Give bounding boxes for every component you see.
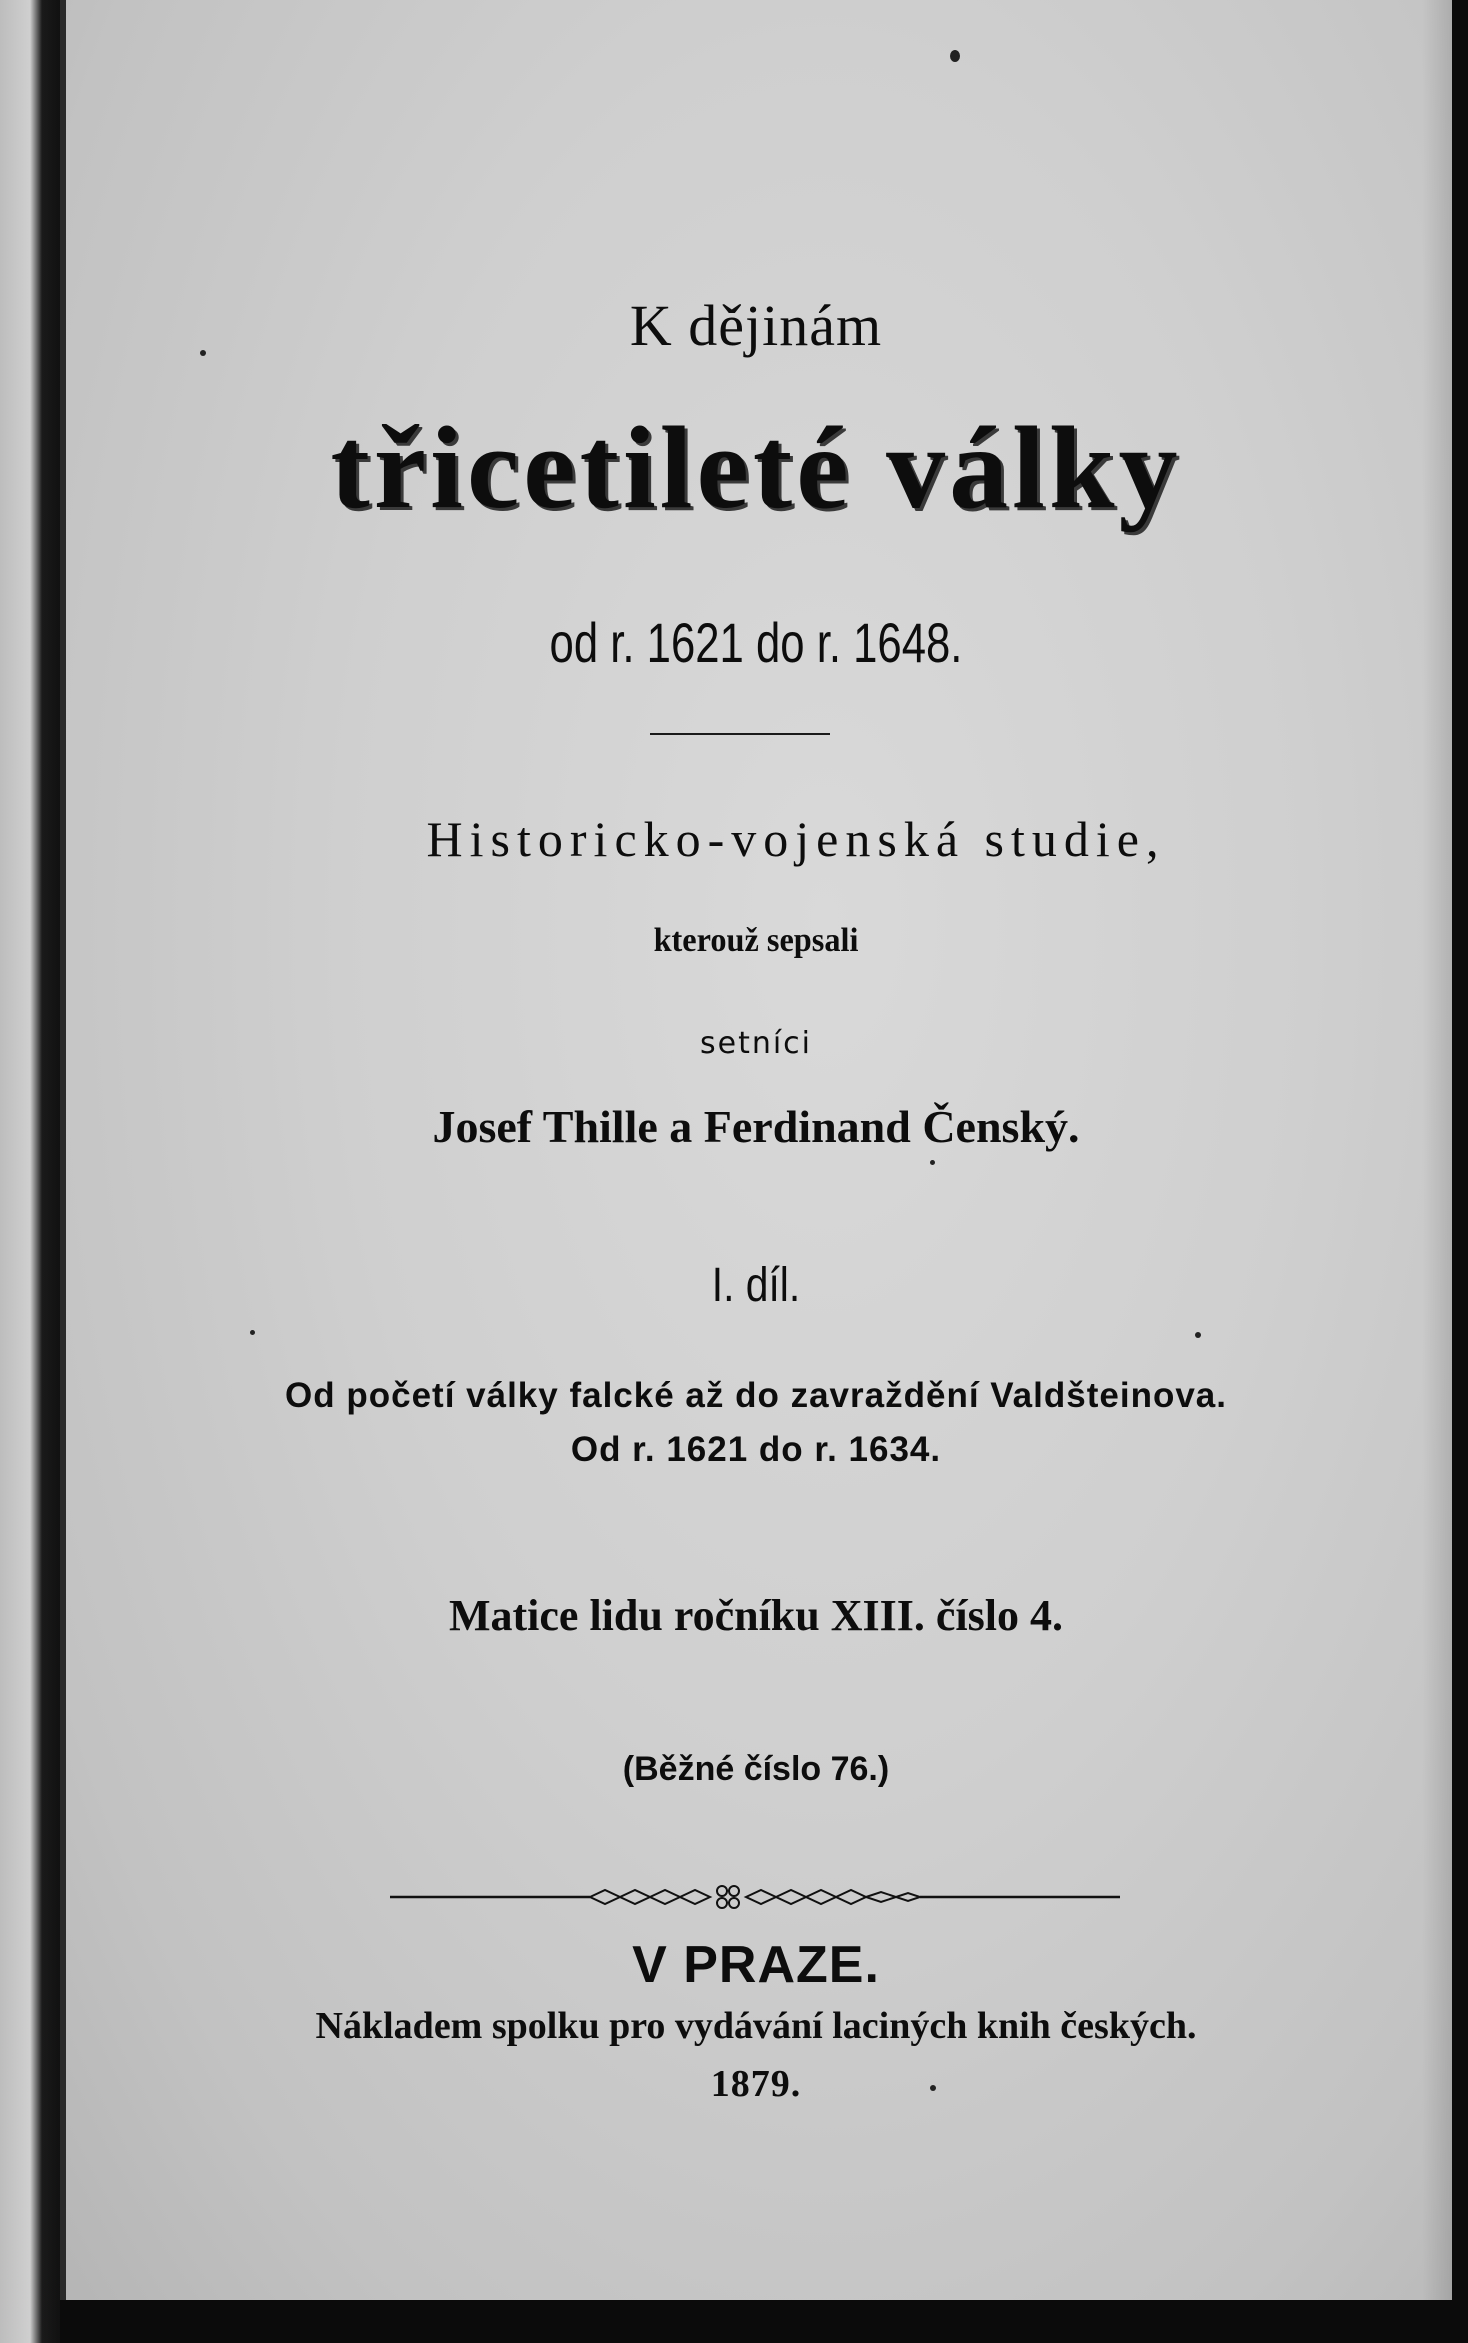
running-number: (Běžné číslo 76.) (622, 1750, 890, 1788)
short-rule (650, 733, 830, 735)
speck (200, 350, 206, 356)
volume-number: I. díl. (711, 1259, 801, 1312)
publisher: Nákladem spolku pro vydávání laciných knih českých. (315, 2005, 1197, 2047)
series-line: Matice lidu ročníku XIII. číslo 4. (448, 1591, 1063, 1640)
written-by: kterouž sepsali (653, 922, 859, 959)
speck (930, 2085, 936, 2091)
author-rank: setníci (699, 1026, 813, 1061)
ornamental-rule-icon (390, 1882, 1120, 1912)
speck (250, 1330, 255, 1335)
title-line-1: K dějinám (629, 293, 883, 358)
subtitle: Historicko-vojenská studie, (426, 811, 1166, 867)
authors: Josef Thille a Ferdinand Čenský. (432, 1101, 1080, 1152)
speck (950, 50, 960, 62)
volume-subtitle-1: Od početí války falcké až do zavraždění Valdšteinova. (285, 1376, 1227, 1415)
previous-page-edge (0, 0, 60, 2343)
place: V PRAZE. (632, 1936, 880, 1994)
year: 1879. (710, 2063, 802, 2105)
speck (1195, 1332, 1201, 1338)
speck (930, 1160, 935, 1165)
title-page (60, 0, 1452, 2300)
title-line-2: třicetileté války (330, 402, 1182, 533)
volume-subtitle-2: Od r. 1621 do r. 1634. (570, 1430, 942, 1469)
title-date-range: od r. 1621 do r. 1648. (549, 611, 963, 674)
